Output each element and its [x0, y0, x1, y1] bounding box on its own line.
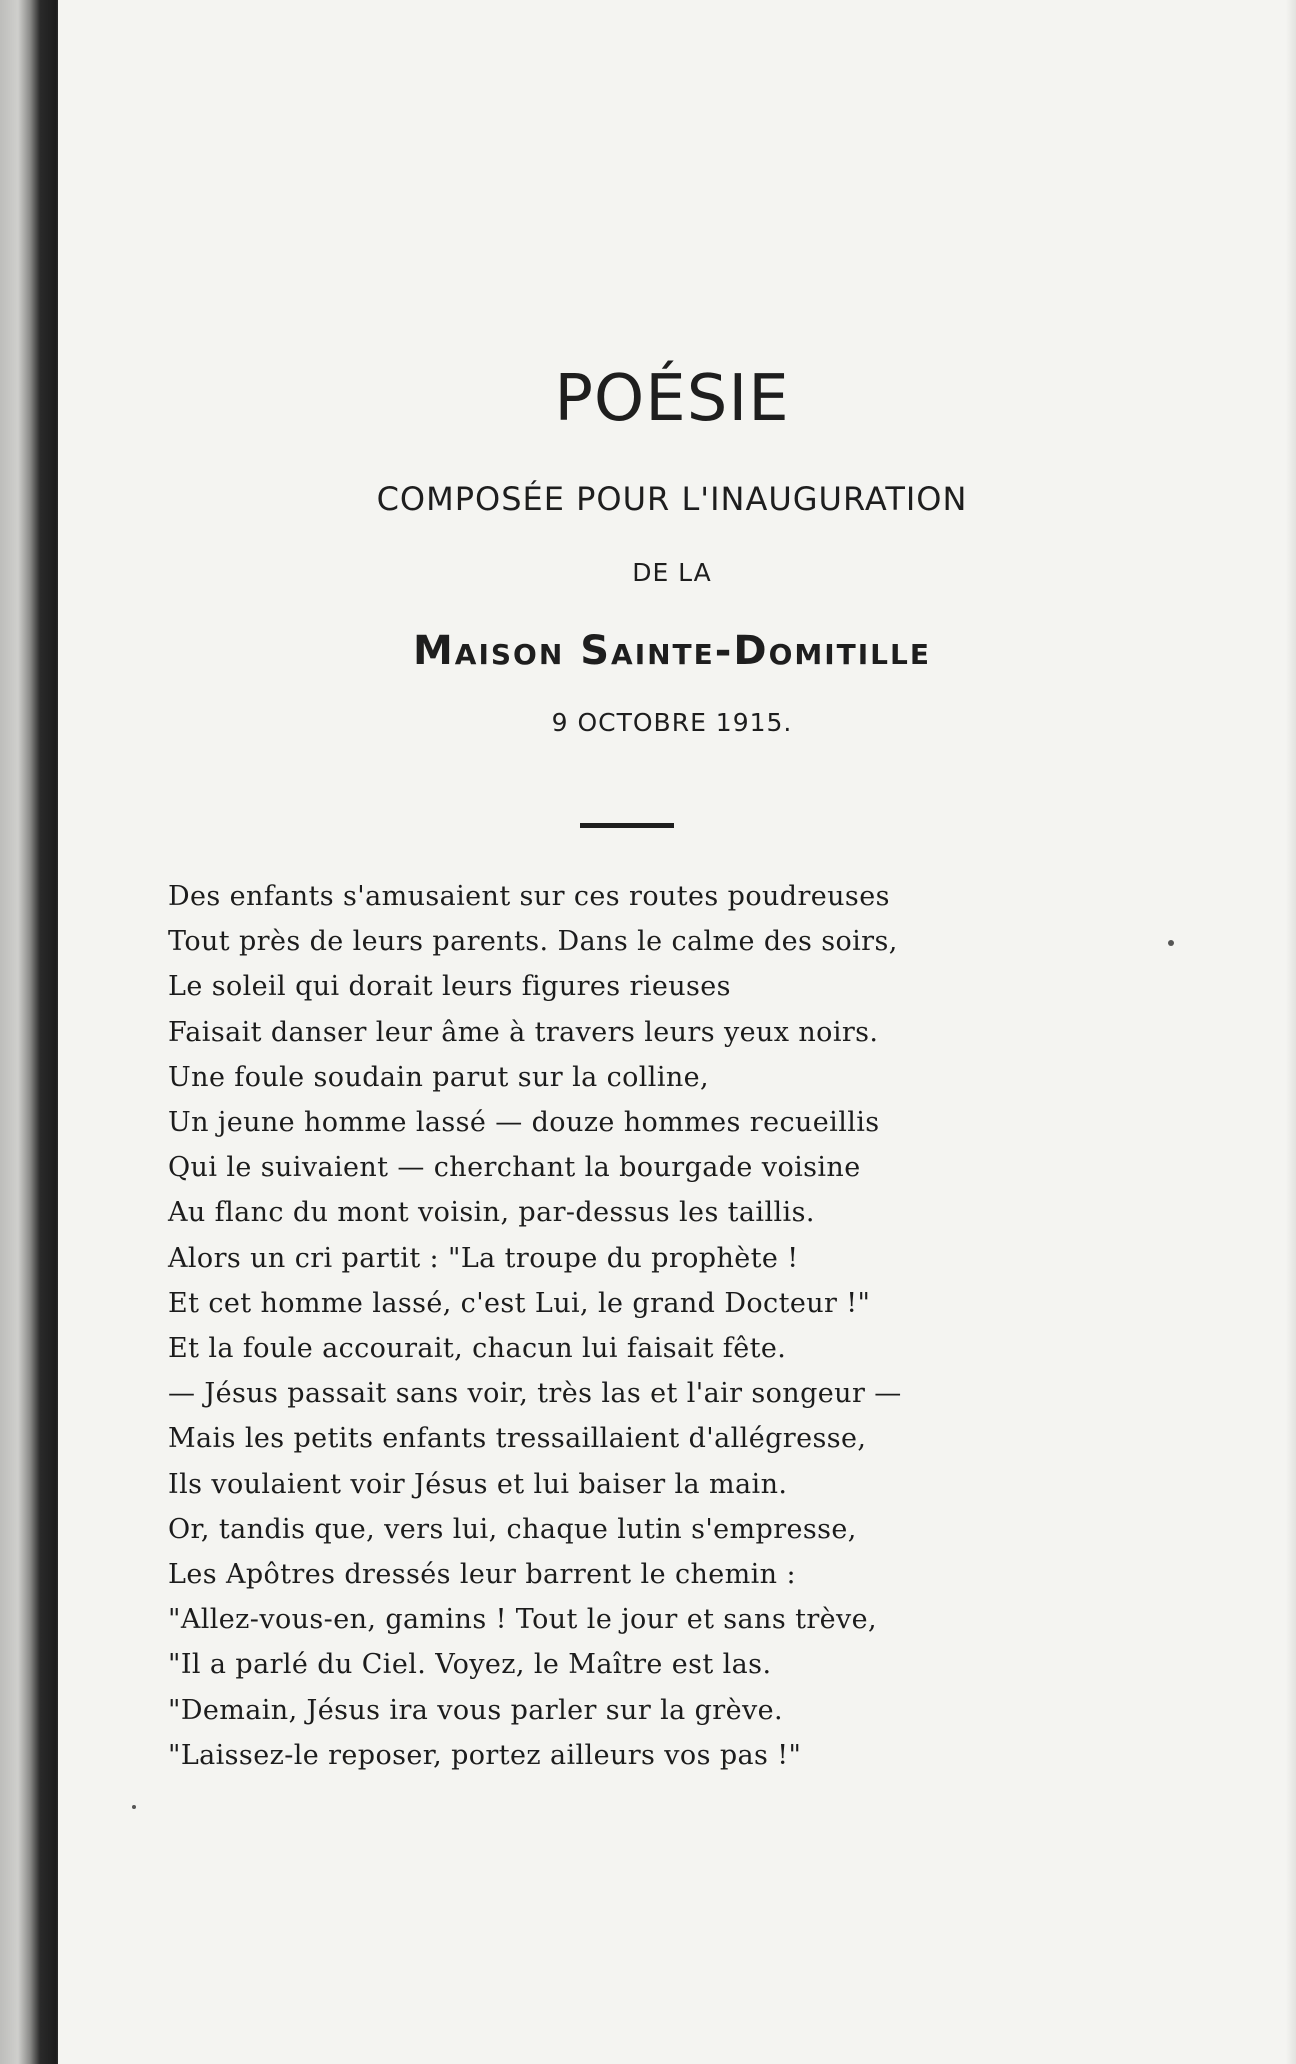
- scan-speck: [1168, 940, 1174, 946]
- poem-line: Un jeune homme lassé — douze hommes recueillis: [168, 1107, 880, 1139]
- poem-line: Ils voulaient voir Jésus et lui baiser la main.: [168, 1468, 788, 1500]
- poem-line: Or, tandis que, vers lui, chaque lutin s'empresse,: [168, 1513, 857, 1545]
- poem-line: "Demain, Jésus ira vous parler sur la grève.: [168, 1694, 784, 1726]
- poem-line: "Allez-vous-en, gamins ! Tout le jour et sans trève,: [168, 1604, 878, 1636]
- scan-left-margin: [0, 0, 60, 2064]
- poem-line: Les Apôtres dressés leur barrent le chemin :: [168, 1559, 796, 1591]
- poem-line: Au flanc du mont voisin, par-dessus les taillis.: [168, 1197, 815, 1229]
- poem-line: Alors un cri partit : "La troupe du prophète !: [168, 1242, 799, 1274]
- date-line: 9 OCTOBRE 1915.: [551, 708, 793, 737]
- poem-line: Des enfants s'amusaient sur ces routes poudreuses: [168, 881, 890, 912]
- poem-line: Le soleil qui dorait leurs figures rieuses: [168, 971, 731, 1003]
- poem-line: Et cet homme lassé, c'est Lui, le grand Docteur !": [168, 1287, 871, 1319]
- poem-line: Faisait danser leur âme à travers leurs yeux noirs.: [168, 1016, 879, 1048]
- poem-line: Une foule soudain parut sur la colline,: [168, 1061, 710, 1093]
- page-title: POÉSIE: [554, 362, 790, 436]
- poem-line: Mais les petits enfants tressaillaient d'allégresse,: [168, 1423, 867, 1455]
- page-subtitle: COMPOSÉE POUR L'INAUGURATION: [376, 480, 968, 518]
- poem-line: Tout près de leurs parents. Dans le calme des soirs,: [168, 926, 898, 958]
- scan-right-edge: [1286, 0, 1296, 2064]
- poem-line: Et la foule accourait, chacun lui faisait fête.: [168, 1333, 787, 1365]
- poem-line: Qui le suivaient — cherchant la bourgade voisine: [168, 1152, 861, 1184]
- subtitle-connector: DE LA: [632, 558, 712, 587]
- ornament-divider: [580, 823, 674, 828]
- poem-body: [168, 874, 1168, 1778]
- poem-line: — Jésus passait sans voir, très las et l'air songeur —: [168, 1378, 902, 1410]
- house-name-heading: Maison Sainte-Domitille: [413, 628, 931, 674]
- poem-line: "Laissez-le reposer, portez ailleurs vos pas !": [168, 1739, 802, 1771]
- poem-line: "Il a parlé du Ciel. Voyez, le Maître est las.: [168, 1649, 772, 1681]
- scan-speck: [132, 1805, 136, 1809]
